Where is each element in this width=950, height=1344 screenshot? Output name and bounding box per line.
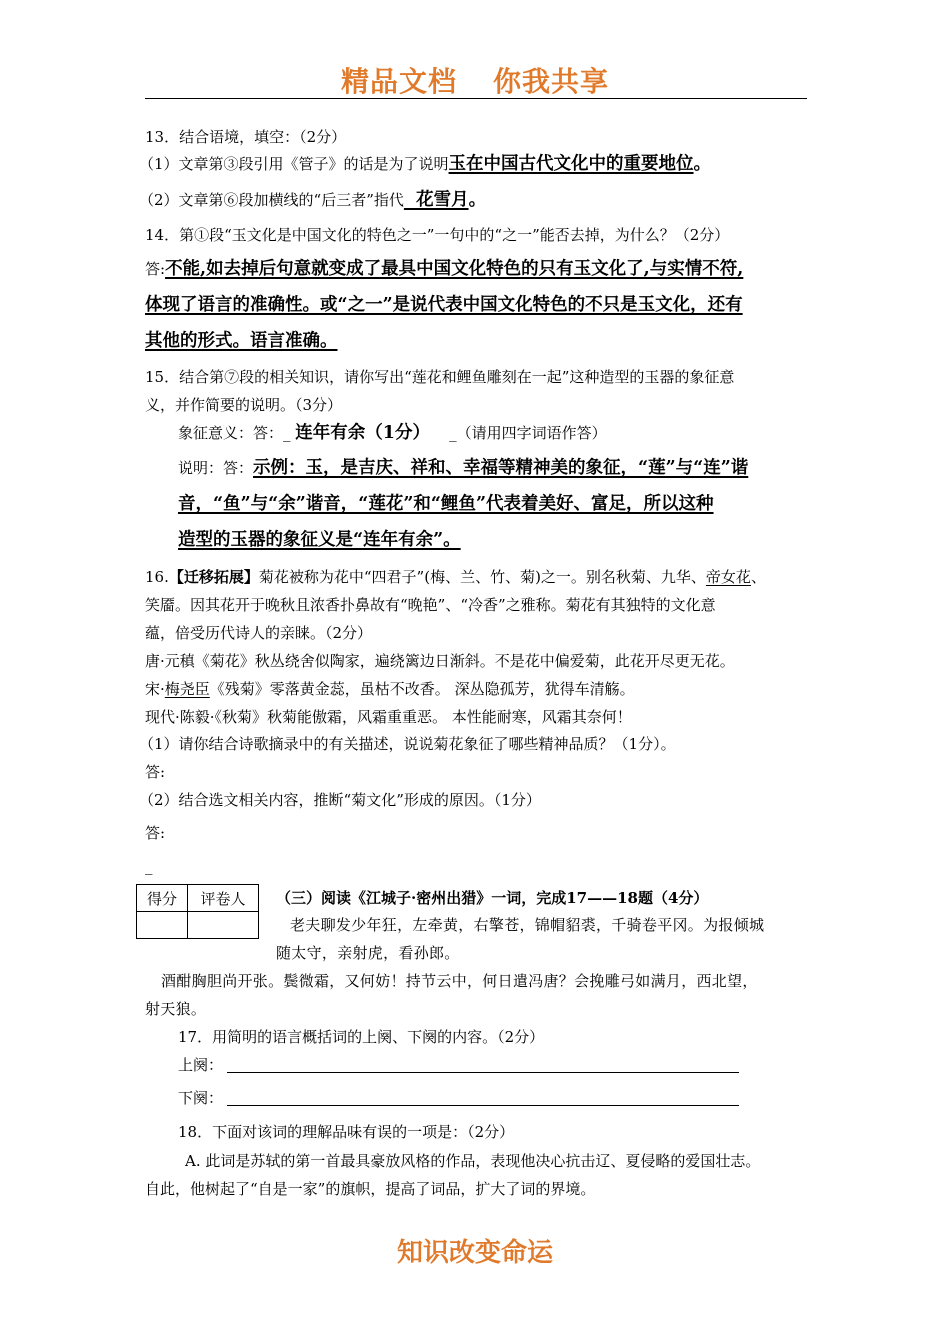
q16-line3: 蕴，倍受历代诗人的亲睐。（2分） — [145, 624, 373, 642]
q16-poem1: 唐·元稹《菊花》秋丛绕舍似陶家，遍绕篱边日渐斜。不是花中偏爱菊，此花开尽更无花。 — [145, 652, 735, 670]
page-header — [0, 60, 950, 100]
q15-explain-line2: 音，“鱼”与“余”谐音，“莲花”和“鲤鱼”代表着美好、富足，所以这种 — [178, 494, 714, 514]
score-cell[interactable] — [137, 912, 188, 939]
header-right: 你我共享 — [493, 65, 610, 98]
stray-mark: _ — [145, 857, 153, 875]
section3-poem-line1: 老夫聊发少年狂，左牵黄，右擎苍，锦帽貂裘，千骑卷平冈。为报倾城 — [290, 916, 765, 934]
q16-answer2: 答: — [145, 824, 166, 842]
q17-upper-blank[interactable] — [227, 1072, 739, 1073]
section3-poem-line3: 酒酣胸胆尚开张。鬓微霜，又何妨！持节云中，何日遣冯唐？会挽雕弓如满月，西北望， — [161, 972, 758, 990]
q16-link-dinvhua[interactable]: 帝女花 — [705, 568, 751, 586]
q17-lower-label: 下阕： — [178, 1089, 224, 1107]
q14-answer-line2: 体现了语言的准确性。或“之一”是说代表中国文化特色的不只是玉文化，还有 — [145, 295, 743, 315]
q13-stem: 13．结合语境，填空：（2分） — [145, 128, 347, 146]
grader-header: 评卷人 — [188, 885, 259, 912]
page-footer: 知识改变命运 — [396, 1238, 553, 1268]
q15-stem-line2: 义，并作简要的说明。（3分） — [145, 396, 343, 414]
q16-line1: 16.【迁移拓展】菊花被称为花中“四君子”(梅、兰、竹、菊)之一。别名秋菊、九华、帝女花、 — [145, 568, 766, 586]
q13-part1: （1）文章第③段引用《管子》的话是为了说明玉在中国古代文化中的重要地位。 — [139, 154, 712, 174]
q14-answer-line3: 其他的形式。语言准确。 — [145, 331, 338, 351]
section3-title: （三）阅读《江城子·密州出猎》一词，完成17——18题（4分） — [276, 889, 709, 907]
q16-line2: 笑靥。因其花开于晚秋且浓香扑鼻故有“晚艳”、“冷香”之雅称。菊花有其独特的文化意 — [145, 596, 716, 614]
grader-cell[interactable] — [188, 912, 259, 939]
q17-lower-blank[interactable] — [227, 1105, 739, 1106]
q15-stem-line1: 15．结合第⑦段的相关知识，请你写出“莲花和鲤鱼雕刻在一起”这种造型的玉器的象征意 — [145, 368, 735, 386]
q15-symbol: 象征意义：答：_ 连年有余（1分） _（请用四字词语作答） — [178, 423, 607, 443]
q18-optionA-line2: 自此，他树起了“自是一家”的旗帜，提高了词品，扩大了词的界境。 — [145, 1180, 596, 1198]
q13-part2-answer: 花雪月 — [403, 190, 469, 210]
section3-poem-line4: 射天狼。 — [145, 1000, 207, 1018]
q14-stem: 14．第①段“玉文化是中国文化的特色之一”一句中的“之一”能否去掉，为什么？（2分） — [145, 226, 730, 244]
score-header: 得分 — [137, 885, 188, 912]
section3-poem-line2: 随太守，亲射虎，看孙郎。 — [276, 944, 460, 962]
q15-symbol-answer: 连年有余（1分） — [295, 423, 430, 443]
header-left: 精品文档 — [340, 65, 457, 98]
q17-stem: 17．用简明的语言概括词的上阕、下阕的内容。（2分） — [178, 1028, 545, 1046]
q17-upper-label: 上阕： — [178, 1056, 224, 1074]
q18-optionA-line1: A. 此词是苏轼的第一首最具豪放风格的作品，表现他决心抗击辽、夏侵略的爱国壮志。 — [185, 1152, 761, 1170]
q16-answer1: 答: — [145, 763, 166, 781]
header-rule — [145, 98, 807, 99]
q16-poem3: 现代·陈毅·《秋菊》秋菊能傲霜，风霜重重恶。 本性能耐寒，风霜其奈何！ — [145, 708, 632, 726]
q16-tag: 【迁移拓展】 — [168, 568, 259, 586]
q16-sub1: （1）请你结合诗歌摘录中的有关描述，说说菊花象征了哪些精神品质？（1分）。 — [139, 735, 676, 753]
q15-explain-line3: 造型的玉器的象征义是“连年有余”。 — [178, 530, 461, 550]
q13-part1-answer: 玉在中国古代文化中的重要地位 — [448, 154, 694, 174]
q16-link-meiyaochen[interactable]: 梅尧臣 — [164, 680, 210, 698]
q18-stem: 18．下面对该词的理解品味有误的一项是：（2分） — [178, 1123, 515, 1141]
q15-explain-line1: 说明：答：示例：玉，是吉庆、祥和、幸福等精神美的象征，“莲”与“连”谐 — [178, 458, 749, 478]
q14-answer-line1: 答:不能,如去掉后句意就变成了最具中国文化特色的只有玉文化了,与实情不符, — [145, 259, 744, 279]
score-table — [136, 884, 259, 939]
q16-sub2: （2）结合选文相关内容，推断“菊文化”形成的原因。（1分） — [139, 791, 541, 809]
q13-part2: （2）文章第⑥段加横线的“后三者”指代 花雪月。 — [139, 190, 487, 210]
q16-poem2: 宋·梅尧臣《残菊》零落黄金蕊，虽枯不改香。 深丛隐孤芳，犹得车清觞。 — [145, 680, 635, 698]
